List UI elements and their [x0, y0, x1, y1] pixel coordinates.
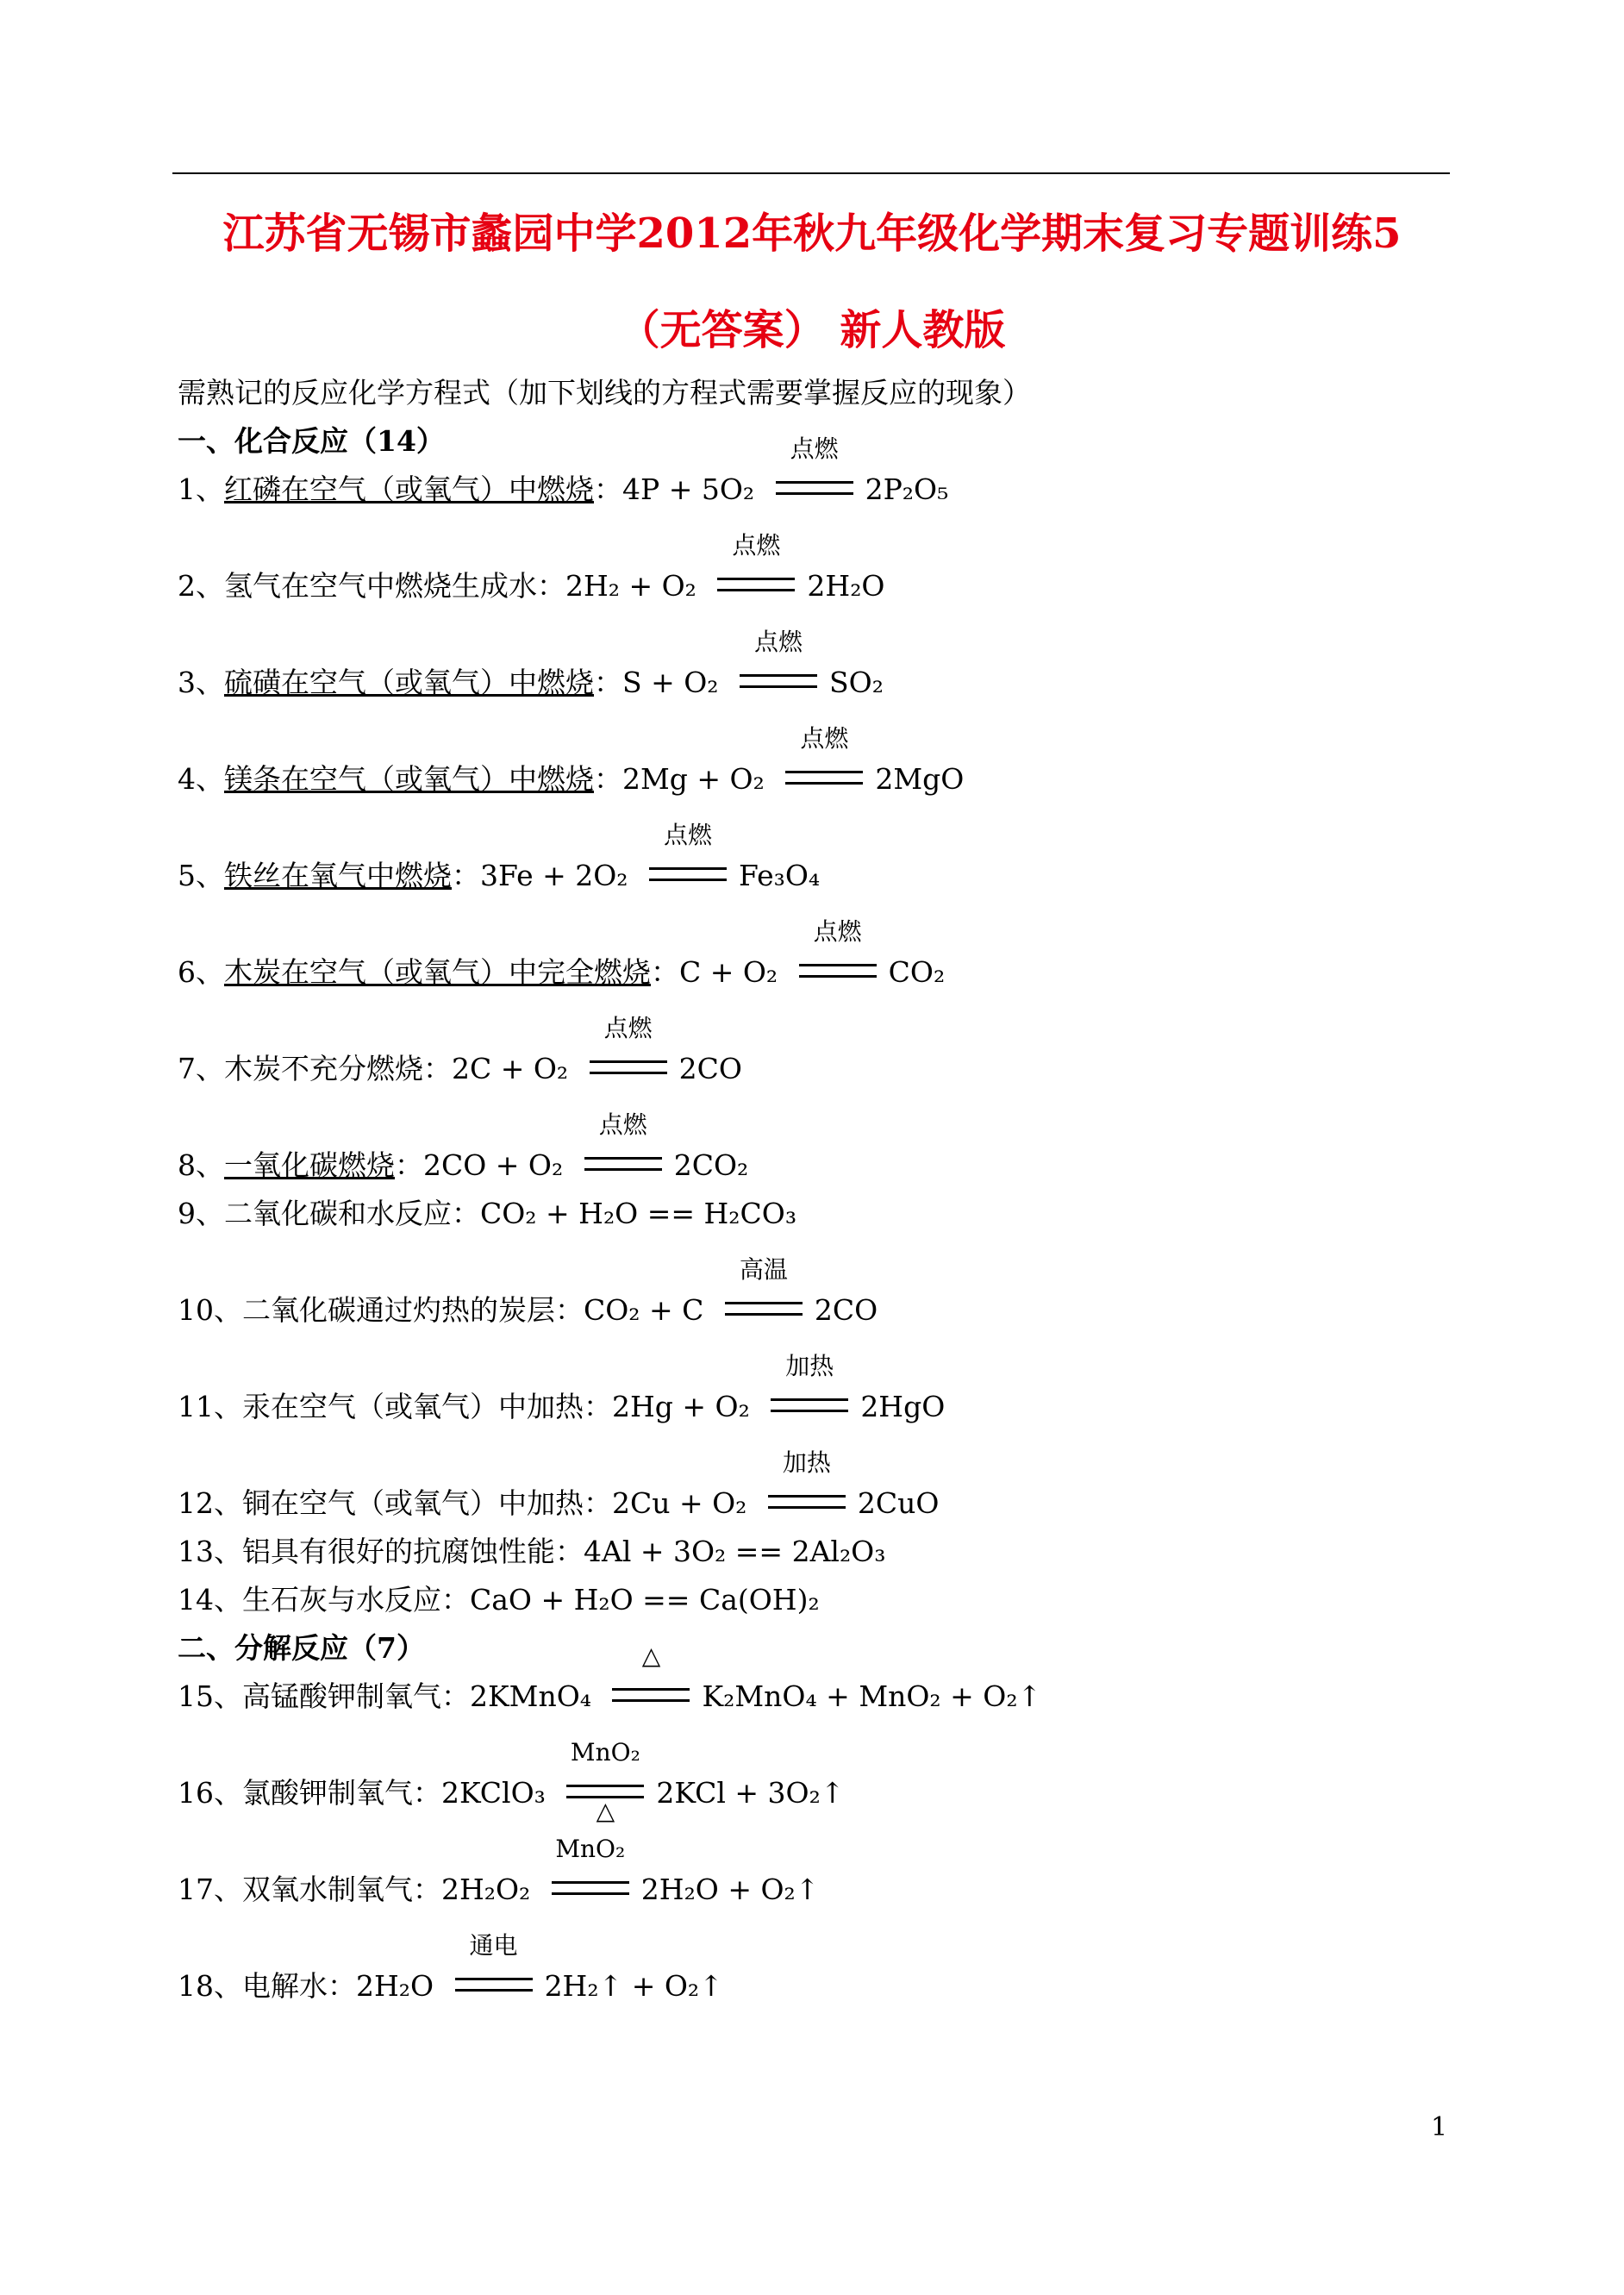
reaction-description: 电解水	[242, 1969, 328, 2003]
item-number: 1、	[178, 472, 224, 506]
reaction-condition	[771, 1352, 848, 1431]
equation: ：CO₂ + H₂O == H₂CO₃	[452, 1197, 797, 1230]
products: 2CO₂	[673, 1148, 749, 1182]
products: 2HgO	[860, 1390, 946, 1423]
reactants: ：CO₂ + C	[555, 1293, 704, 1327]
equation: ：CaO + H₂O == Ca(OH)₂	[441, 1583, 820, 1617]
reactants: ：2H₂O	[328, 1969, 434, 2003]
products: 2CO	[814, 1293, 878, 1327]
reactants: ：3Fe + 2O₂	[452, 859, 628, 892]
equation-item	[178, 1190, 1471, 1238]
item-number: 8、	[178, 1148, 224, 1182]
equals-sign	[590, 1060, 667, 1074]
item-number: 14、	[178, 1583, 242, 1617]
equals-sign	[768, 1495, 846, 1509]
products: 2H₂O	[807, 569, 885, 603]
equation-item	[178, 917, 1471, 997]
reaction-condition	[725, 1255, 803, 1335]
reaction-description: 镁条在空气（或氧气）中燃烧	[224, 762, 594, 796]
products: 2KCl + 3O₂↑	[656, 1776, 845, 1810]
item-number: 17、	[178, 1873, 242, 1906]
condition-label-below: △	[596, 1797, 615, 1825]
item-number: 9、	[178, 1197, 224, 1230]
reactants: ：2H₂O₂	[413, 1873, 531, 1906]
condition-label: 点燃	[603, 1014, 653, 1042]
equals-sign	[552, 1881, 629, 1895]
condition-label: 点燃	[813, 917, 862, 946]
reaction-description: 硫磺在空气（或氧气）中燃烧	[224, 666, 594, 699]
reaction-condition	[649, 821, 727, 900]
item-number: 13、	[178, 1535, 242, 1568]
products: 2P₂O₅	[865, 472, 949, 506]
products: 2MgO	[875, 762, 965, 796]
section-heading-combination: 一、化合反应（14）	[178, 424, 445, 458]
item-number: 16、	[178, 1776, 242, 1810]
reaction-description: 木炭不充分燃烧	[224, 1052, 423, 1085]
products: 2H₂O + O₂↑	[640, 1873, 820, 1906]
item-number: 11、	[178, 1390, 242, 1423]
item-number: 2、	[178, 569, 224, 603]
reaction-description: 氢气在空气中燃烧生成水	[224, 569, 537, 603]
equals-sign	[776, 481, 853, 495]
equals-sign	[785, 771, 863, 785]
item-number: 18、	[178, 1969, 242, 2003]
reaction-description: 二氧化碳和水反应	[224, 1197, 452, 1230]
products: CO₂	[888, 955, 946, 989]
condition-label: 高温	[739, 1255, 788, 1284]
equals-sign	[612, 1688, 690, 1702]
condition-label: 通电	[469, 1931, 518, 1960]
reactants: ：S + O₂	[594, 666, 719, 699]
reactants: ：2CO + O₂	[395, 1148, 564, 1182]
reaction-description: 汞在空气（或氧气）中加热	[242, 1390, 584, 1423]
reaction-condition	[455, 1931, 533, 2010]
equation-item	[178, 1576, 1471, 1624]
condition-label: 点燃	[790, 435, 839, 463]
equation-item	[178, 1255, 1471, 1335]
equals-sign	[799, 964, 877, 978]
condition-label: 加热	[785, 1352, 834, 1380]
products: K₂MnO₄ + MnO₂ + O₂↑	[702, 1679, 1042, 1713]
reaction-description: 铁丝在氧气中燃烧	[224, 859, 452, 892]
page-number: 1	[1431, 2112, 1448, 2142]
document-body	[178, 369, 1471, 2010]
reaction-condition	[740, 628, 817, 707]
condition-label: MnO₂	[555, 1835, 626, 1863]
equals-sign	[771, 1398, 848, 1412]
equation-item	[178, 1352, 1471, 1431]
products: 2CuO	[857, 1486, 940, 1520]
item-number: 7、	[178, 1052, 224, 1085]
reaction-condition	[776, 435, 853, 514]
reaction-condition	[590, 1014, 667, 1093]
item-number: 3、	[178, 666, 224, 699]
reaction-condition	[717, 531, 795, 610]
reaction-description: 铝具有很好的抗腐蚀性能	[242, 1535, 555, 1568]
reaction-condition	[768, 1448, 846, 1528]
reaction-description: 红磷在空气（或氧气）中燃烧	[224, 472, 594, 506]
equation-item	[178, 1528, 1471, 1576]
reaction-condition	[799, 917, 877, 997]
equation-item	[178, 821, 1471, 900]
condition-label: MnO₂	[570, 1738, 640, 1767]
equation: ：4Al + 3O₂ == 2Al₂O₃	[555, 1535, 886, 1568]
equals-sign	[725, 1302, 803, 1316]
equation-item	[178, 1835, 1471, 1914]
intro-text: 需熟记的反应化学方程式（加下划线的方程式需要掌握反应的现象）	[178, 376, 1031, 410]
reaction-description: 氯酸钾制氧气	[242, 1776, 413, 1810]
equation-item	[178, 531, 1471, 610]
item-number: 10、	[178, 1293, 242, 1327]
reactants: ：C + O₂	[651, 955, 778, 989]
products: 2H₂↑ + O₂↑	[544, 1969, 723, 2003]
document-title-line-1: 江苏省无锡市蠡园中学2012年秋九年级化学期末复习专题训练5	[222, 209, 1402, 258]
reaction-description: 高锰酸钾制氧气	[242, 1679, 441, 1713]
equation-item	[178, 1448, 1471, 1528]
reaction-condition	[785, 724, 863, 804]
condition-label: 点燃	[754, 628, 803, 656]
condition-label: 点燃	[598, 1110, 647, 1139]
reaction-condition	[552, 1835, 629, 1914]
equals-sign	[584, 1157, 662, 1171]
reaction-description: 二氧化碳通过灼热的炭层	[242, 1293, 555, 1327]
item-number: 12、	[178, 1486, 242, 1520]
top-rule	[172, 172, 1450, 174]
item-number: 5、	[178, 859, 224, 892]
reaction-condition	[612, 1642, 690, 1721]
reaction-description: 双氧水制氧气	[242, 1873, 413, 1906]
condition-label: 点燃	[664, 821, 713, 849]
reaction-description: 一氧化碳燃烧	[224, 1148, 395, 1182]
reactants: ：2C + O₂	[423, 1052, 569, 1085]
reaction-condition	[584, 1110, 662, 1190]
products: Fe₃O₄	[739, 859, 821, 892]
reactants: ：2H₂ + O₂	[537, 569, 696, 603]
equals-sign	[717, 578, 795, 591]
reactants: ：2Cu + O₂	[584, 1486, 747, 1520]
products: 2CO	[678, 1052, 742, 1085]
equation-item	[178, 628, 1471, 707]
equation-item	[178, 1014, 1471, 1093]
reactants: ：2Hg + O₂	[584, 1390, 750, 1423]
condition-label: 点燃	[800, 724, 849, 753]
reaction-description: 生石灰与水反应	[242, 1583, 441, 1617]
condition-label: 点燃	[732, 531, 781, 560]
condition-label: 加热	[782, 1448, 831, 1477]
equation-item	[178, 1738, 1471, 1825]
equation-item	[178, 1931, 1471, 2010]
item-number: 4、	[178, 762, 224, 796]
equation-item	[178, 724, 1471, 804]
reaction-condition	[566, 1738, 644, 1825]
reactants: ：4P + 5O₂	[594, 472, 755, 506]
item-number: 6、	[178, 955, 224, 989]
document-title-line-2: （无答案） 新人教版	[618, 306, 1006, 354]
reactants: ：2KMnO₄	[441, 1679, 591, 1713]
reactants: ：2KClO₃	[413, 1776, 546, 1810]
reaction-description: 木炭在空气（或氧气）中完全燃烧	[224, 955, 651, 989]
equation-item	[178, 1110, 1471, 1190]
equals-sign	[649, 867, 727, 881]
item-number: 15、	[178, 1679, 242, 1713]
reaction-description: 铜在空气（或氧气）中加热	[242, 1486, 584, 1520]
equals-sign	[455, 1978, 533, 1992]
section-heading-decomposition: 二、分解反应（7）	[178, 1631, 425, 1665]
condition-label: △	[641, 1642, 661, 1670]
equals-sign	[740, 674, 817, 688]
products: SO₂	[829, 666, 884, 699]
reactants: ：2Mg + O₂	[594, 762, 765, 796]
